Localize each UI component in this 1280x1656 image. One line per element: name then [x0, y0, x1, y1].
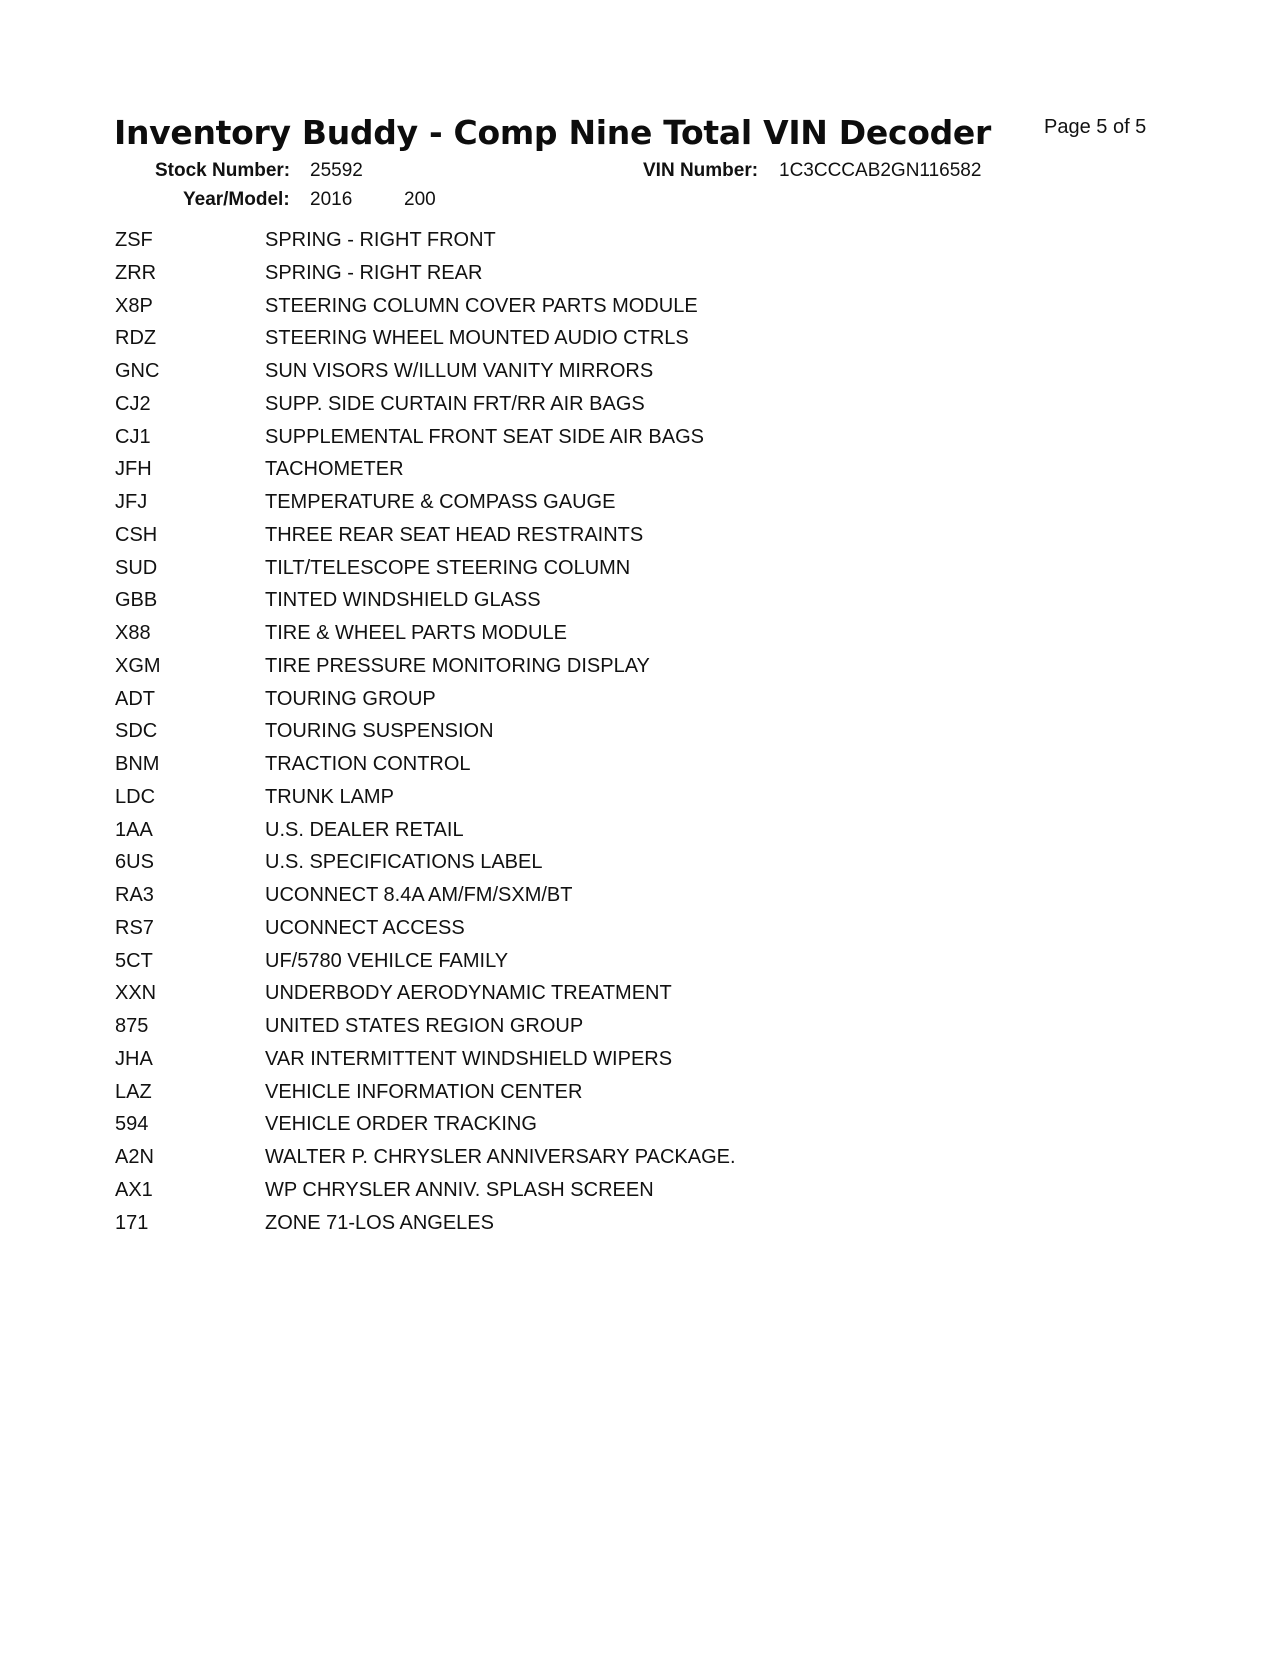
option-code: 875	[115, 1015, 149, 1037]
option-code: 171	[115, 1211, 149, 1234]
list-item	[115, 1015, 1115, 1048]
list-item	[115, 589, 1115, 622]
option-code: 1AA	[115, 818, 153, 841]
option-description: UNDERBODY AERODYNAMIC TREATMENT	[265, 982, 672, 1005]
option-code: 594	[115, 1113, 149, 1136]
option-code-list	[115, 229, 1115, 1244]
option-description: THREE REAR SEAT HEAD RESTRAINTS	[265, 523, 644, 546]
option-code: CJ2	[115, 392, 151, 415]
option-code: GNC	[115, 360, 160, 382]
list-item	[115, 753, 1115, 786]
option-description: TIRE & WHEEL PARTS MODULE	[265, 622, 567, 644]
option-code: A2N	[115, 1146, 154, 1168]
option-code: LDC	[115, 785, 156, 808]
option-code: JFH	[115, 458, 152, 481]
list-item	[115, 1048, 1115, 1081]
list-item	[115, 1113, 1115, 1146]
list-item	[115, 557, 1115, 590]
option-description: TACHOMETER	[265, 458, 404, 481]
document-title: Inventory Buddy - Comp Nine Total VIN Decoder	[114, 113, 991, 152]
list-item	[115, 786, 1115, 819]
option-description: U.S. DEALER RETAIL	[265, 818, 464, 841]
list-item	[115, 327, 1115, 360]
list-item	[115, 720, 1115, 753]
option-description: TRACTION CONTROL	[265, 753, 471, 775]
list-item	[115, 1146, 1115, 1179]
option-code: ADT	[115, 687, 155, 710]
option-description: U.S. SPECIFICATIONS LABEL	[265, 851, 543, 874]
option-description: UNITED STATES REGION GROUP	[265, 1015, 584, 1037]
list-item	[115, 982, 1115, 1015]
page-number: Page 5 of 5	[1044, 116, 1147, 138]
option-code: 5CT	[115, 949, 153, 972]
list-item	[115, 655, 1115, 688]
list-item	[115, 622, 1115, 655]
option-code: 6US	[115, 851, 154, 874]
stock-number-value: 25592	[310, 160, 363, 181]
option-code: X8P	[115, 294, 153, 317]
list-item	[115, 688, 1115, 721]
option-description: UCONNECT 8.4A AM/FM/SXM/BT	[265, 884, 573, 906]
year-model-label: Year/Model:	[183, 189, 290, 210]
list-item	[115, 1212, 1115, 1245]
vin-number-value: 1C3CCCAB2GN116582	[779, 160, 982, 181]
option-description: TILT/TELESCOPE STEERING COLUMN	[265, 556, 631, 579]
vin-number-label: VIN Number:	[643, 160, 759, 181]
list-item	[115, 426, 1115, 459]
option-description: ZONE 71-LOS ANGELES	[265, 1211, 494, 1234]
list-item	[115, 819, 1115, 852]
option-description: WP CHRYSLER ANNIV. SPLASH SCREEN	[265, 1178, 654, 1201]
option-code: RDZ	[115, 327, 157, 350]
option-description: TIRE PRESSURE MONITORING DISPLAY	[265, 654, 650, 677]
list-item	[115, 884, 1115, 917]
option-code: RA3	[115, 884, 154, 906]
list-item	[115, 917, 1115, 950]
option-code: LAZ	[115, 1080, 152, 1103]
option-code: AX1	[115, 1178, 153, 1201]
option-description: TRUNK LAMP	[265, 785, 394, 808]
option-code: JFJ	[115, 491, 148, 513]
option-code: JHA	[115, 1047, 153, 1070]
list-item	[115, 1179, 1115, 1212]
option-description: UF/5780 VEHILCE FAMILY	[265, 949, 509, 972]
list-item	[115, 1081, 1115, 1114]
option-code: GBB	[115, 589, 158, 612]
option-description: STEERING WHEEL MOUNTED AUDIO CTRLS	[265, 327, 689, 350]
option-code: XGM	[115, 654, 161, 677]
model-value: 200	[404, 189, 436, 210]
option-code: SUD	[115, 556, 158, 579]
list-item	[115, 851, 1115, 884]
option-code: CJ1	[115, 425, 151, 448]
option-code: ZRR	[115, 261, 157, 284]
list-item	[115, 458, 1115, 491]
option-description: UCONNECT ACCESS	[265, 916, 465, 939]
list-item	[115, 262, 1115, 295]
list-item	[115, 229, 1115, 262]
option-description: SUN VISORS W/ILLUM VANITY MIRRORS	[265, 360, 654, 382]
option-description: VEHICLE INFORMATION CENTER	[265, 1080, 583, 1103]
option-description: STEERING COLUMN COVER PARTS MODULE	[265, 294, 698, 317]
option-description: SUPP. SIDE CURTAIN FRT/RR AIR BAGS	[265, 392, 645, 415]
list-item	[115, 360, 1115, 393]
list-item	[115, 950, 1115, 983]
option-code: SDC	[115, 720, 158, 743]
list-item	[115, 491, 1115, 524]
option-description: WALTER P. CHRYSLER ANNIVERSARY PACKAGE.	[265, 1146, 736, 1168]
option-description: VEHICLE ORDER TRACKING	[265, 1113, 537, 1136]
option-description: SPRING - RIGHT FRONT	[265, 229, 496, 251]
option-description: TINTED WINDSHIELD GLASS	[265, 589, 541, 612]
option-code: X88	[115, 622, 151, 644]
option-description: TOURING SUSPENSION	[265, 720, 494, 743]
option-code: ZSF	[115, 229, 153, 251]
option-description: TOURING GROUP	[265, 687, 436, 710]
stock-number-label: Stock Number:	[155, 160, 291, 181]
list-item	[115, 295, 1115, 328]
option-code: RS7	[115, 916, 154, 939]
option-code: XXN	[115, 982, 157, 1005]
option-description: TEMPERATURE & COMPASS GAUGE	[265, 491, 616, 513]
list-item	[115, 524, 1115, 557]
option-code: CSH	[115, 523, 158, 546]
option-code: BNM	[115, 753, 160, 775]
list-item	[115, 393, 1115, 426]
option-description: SUPPLEMENTAL FRONT SEAT SIDE AIR BAGS	[265, 425, 705, 448]
year-value: 2016	[310, 189, 353, 210]
option-description: VAR INTERMITTENT WINDSHIELD WIPERS	[265, 1047, 673, 1070]
option-description: SPRING - RIGHT REAR	[265, 261, 483, 284]
